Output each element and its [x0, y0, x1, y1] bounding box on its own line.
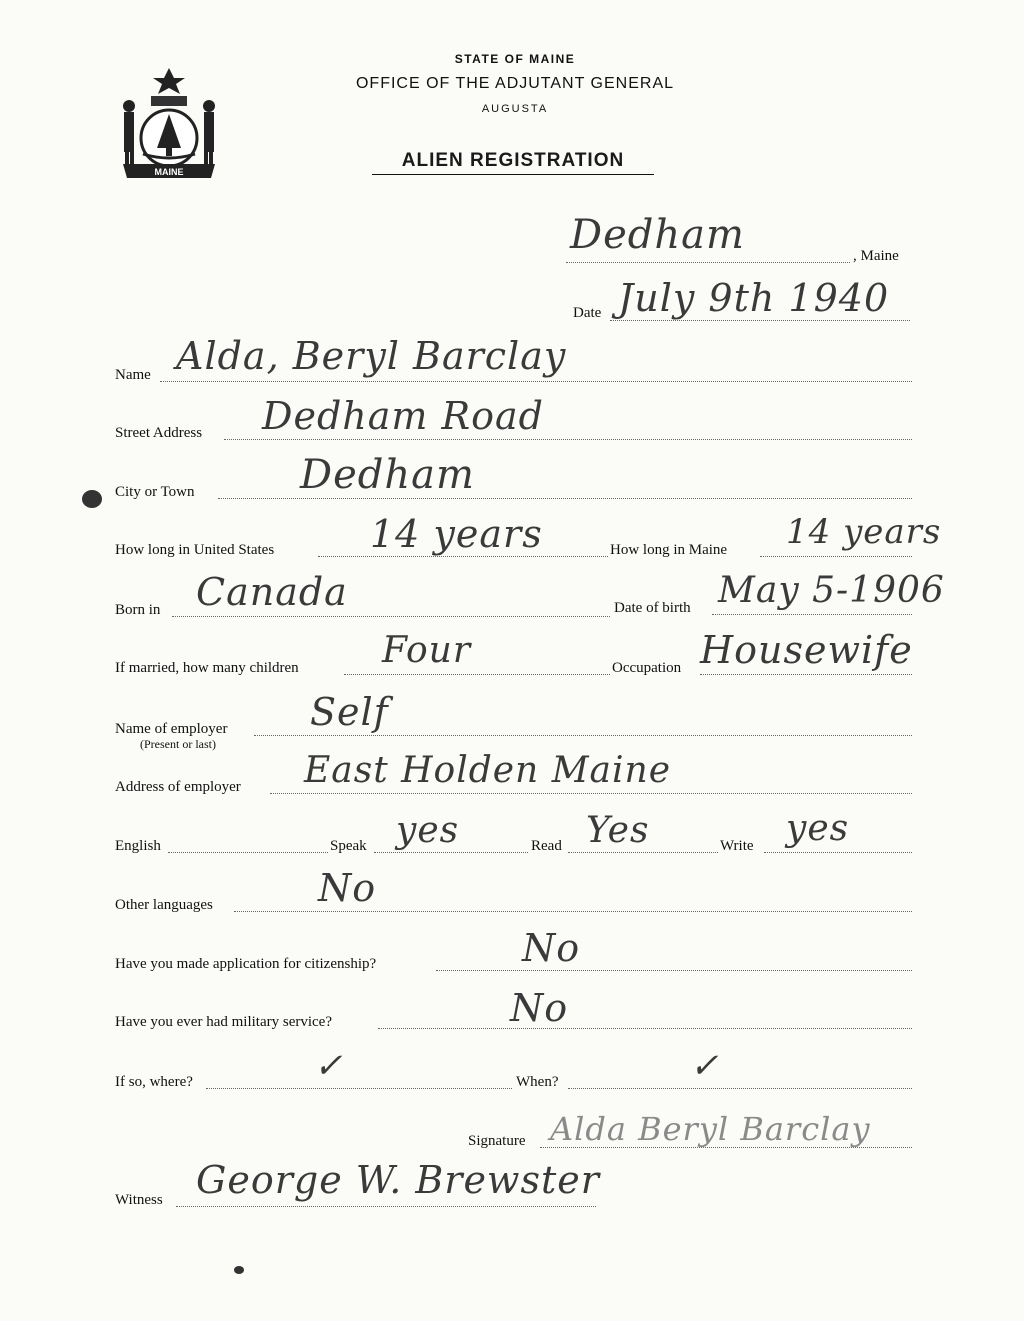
- employer-sublabel: (Present or last): [140, 737, 216, 751]
- occupation-value: Housewife: [700, 628, 913, 672]
- employer-address-value: East Holden Maine: [304, 750, 672, 791]
- speak-label: Speak: [330, 838, 367, 854]
- date-of-birth-value: May 5-1906: [718, 570, 945, 611]
- english-line: [168, 852, 328, 853]
- when-line: [568, 1088, 912, 1089]
- how-long-us-label: How long in United States: [115, 542, 275, 558]
- english-label: English: [115, 838, 161, 854]
- speak-line: [374, 852, 528, 853]
- employer-label: Name of employer: [115, 721, 228, 737]
- office-heading: OFFICE OF THE ADJUTANT GENERAL: [355, 75, 675, 92]
- born-in-line: [172, 616, 610, 617]
- witness-line: [176, 1206, 596, 1207]
- born-in-label: Born in: [115, 602, 161, 618]
- date-value: July 9th 1940: [618, 276, 890, 320]
- write-value: yes: [786, 808, 850, 849]
- date-of-birth-line: [712, 614, 912, 615]
- write-line: [764, 852, 912, 853]
- town-line: [566, 262, 850, 263]
- form-title: ALIEN REGISTRATION: [372, 150, 654, 175]
- town-value: Dedham: [570, 212, 745, 258]
- signature-label: Signature: [468, 1133, 526, 1149]
- how-long-maine-value: 14 years: [786, 512, 942, 552]
- city-or-town-value: Dedham: [300, 452, 475, 498]
- other-languages-label: Other languages: [115, 897, 213, 913]
- military-value: No: [510, 986, 569, 1030]
- employer-line: [254, 735, 912, 736]
- how-long-maine-line: [760, 556, 912, 557]
- employer-address-label: Address of employer: [115, 779, 241, 795]
- ink-spot: [234, 1266, 244, 1274]
- read-value: Yes: [586, 810, 650, 851]
- name-label: Name: [115, 367, 151, 383]
- military-line: [378, 1028, 912, 1029]
- witness-value: George W. Brewster: [196, 1158, 600, 1202]
- state-of-maine-seal: [115, 66, 223, 184]
- other-languages-line: [234, 911, 912, 912]
- occupation-line: [700, 674, 912, 675]
- name-line: [160, 381, 912, 382]
- witness-label: Witness: [115, 1192, 163, 1208]
- where-line: [206, 1088, 512, 1089]
- citizenship-line: [436, 970, 912, 971]
- city-heading: AUGUSTA: [481, 103, 549, 115]
- read-label: Read: [531, 838, 562, 854]
- where-label: If so, where?: [115, 1074, 193, 1090]
- date-line: [610, 320, 910, 321]
- ink-blot: [82, 490, 102, 508]
- children-line: [344, 674, 610, 675]
- employer-address-line: [270, 793, 912, 794]
- citizenship-value: No: [522, 926, 581, 970]
- street-address-label: Street Address: [115, 425, 203, 441]
- other-languages-value: No: [318, 866, 377, 910]
- date-label: Date: [573, 305, 602, 321]
- svg-text:MAINE: MAINE: [154, 167, 184, 177]
- name-value: Alda, Beryl Barclay: [176, 334, 567, 378]
- where-checkmark-icon: ✓: [314, 1046, 344, 1086]
- citizenship-label: Have you made application for citizenship?: [115, 956, 377, 972]
- how-long-us-line: [318, 556, 608, 557]
- read-line: [568, 852, 718, 853]
- how-long-maine-label: How long in Maine: [610, 542, 728, 558]
- street-address-line: [224, 439, 912, 440]
- employer-value: Self: [310, 690, 389, 734]
- state-heading: STATE OF MAINE: [454, 52, 576, 66]
- children-value: Four: [382, 630, 472, 671]
- when-label: When?: [516, 1074, 559, 1090]
- occupation-label: Occupation: [612, 660, 682, 676]
- military-label: Have you ever had military service?: [115, 1014, 332, 1030]
- children-label: If married, how many children: [115, 660, 299, 676]
- speak-value: yes: [396, 810, 460, 851]
- city-or-town-label: City or Town: [115, 484, 195, 500]
- born-in-value: Canada: [196, 570, 348, 614]
- street-address-value: Dedham Road: [262, 394, 544, 438]
- maine-label: , Maine: [853, 248, 899, 264]
- date-of-birth-label: Date of birth: [614, 600, 691, 616]
- how-long-us-value: 14 years: [370, 512, 543, 556]
- city-or-town-line: [218, 498, 912, 499]
- write-label: Write: [720, 838, 754, 854]
- signature-value: Alda Beryl Barclay: [550, 1110, 871, 1148]
- when-checkmark-icon: ✓: [690, 1046, 720, 1086]
